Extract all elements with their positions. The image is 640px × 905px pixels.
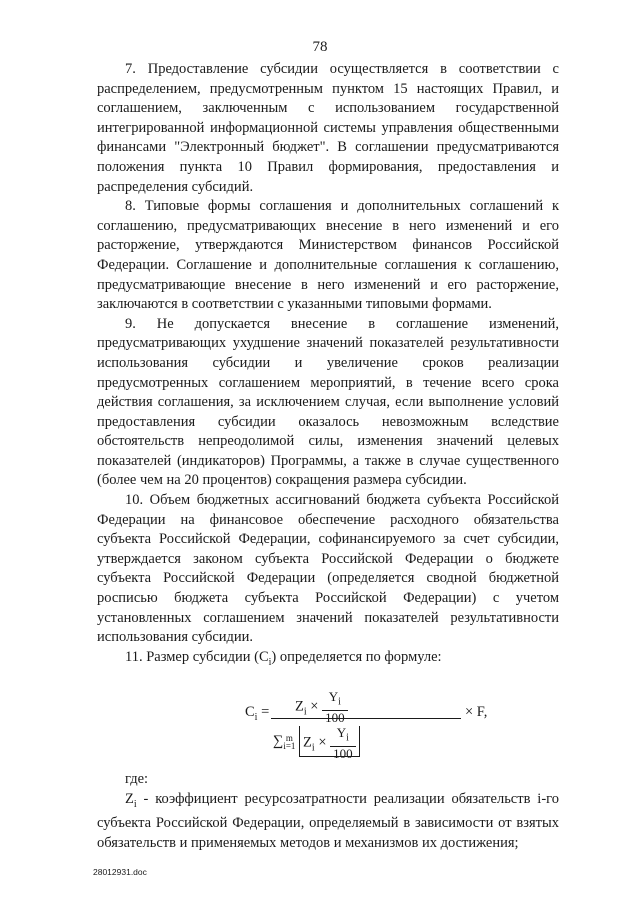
sum-bracket: $Z_i$ × $\frac{Y_i}{100}$ bbox=[299, 726, 360, 757]
sum-limits: m i=1 bbox=[283, 732, 296, 751]
where-label: где: bbox=[125, 771, 149, 788]
paragraph-7: 7. Предоставление субсидии осуществляется в соответствии с распределением, предусмотренным пунктом 15 настоящих Правил, и соглашением, заключенным с использованием государственной интегрированной информационной системы управления общественными финансами "Электронный бюджет". В соглашении предусматриваются положения пункта 10 Правил формирования, предоставления и распределения субсидий. bbox=[97, 61, 559, 195]
zi-definition: $Z_i$ - коэффициент ресурсозатратности реализации обязательств i-го субъекта Российской Федерации, определяемый в зависимости от взятых обязательств и применяемых методов и механизмов их достижения; bbox=[97, 790, 559, 851]
footer-doc-code: 28012931.doc bbox=[93, 867, 147, 877]
p11-suffix: ) определяется по формуле: bbox=[271, 648, 442, 665]
subsidy-formula bbox=[97, 676, 559, 760]
p11-sub: i bbox=[268, 656, 272, 668]
document-body bbox=[97, 60, 559, 854]
p11-prefix: 11. Размер субсидии (C bbox=[125, 648, 269, 665]
paragraph-9: 9. Не допускается внесение в соглашение изменений, предусматривающих ухудшение значений показателей результативности использования субсидии и увеличение сроков реализации предусмотренных соглашением мероприятий, в течение всего срока действия соглашения, за исключением случая, если выполнение условий предоставления субсидии оказалось невозможным вследствие обстоятельств непреодолимой силы, изменения значений целевых показателей (индикаторов) Программы, а также в случае существенного (более чем на 20 процентов) сокращения размера субсидии. bbox=[97, 315, 559, 489]
formula-tail: × F, bbox=[465, 704, 488, 721]
formula-numerator: $Z_i$ × $\frac{Y_i}{100}$ bbox=[295, 690, 348, 725]
paragraph-8: 8. Типовые формы соглашения и дополнительных соглашений к соглашению, предусматривающих внесение в него изменений и его расторжение, утверждаются Министерством финансов Российской Федерации. Соглашение и дополнительные соглашения к соглашению, предусматривающие внесение в него изменений и его расторжение, заключаются в соответствии с указанными типовыми формами. bbox=[97, 198, 559, 313]
formula-lhs: $C_i$ = bbox=[245, 704, 270, 724]
y-over-100: $\frac{Y_i}{100}$ bbox=[322, 690, 348, 725]
paragraph-10: 10. Объем бюджетных ассигнований бюджета субъекта Российской Федерации на финансовое обеспечение расходного обязательства субъекта Российской Федерации, софинансируемого за счет субсидии, утверждается законом субъекта Российской Федерации о бюджете субъекта Российской Федерации (определяется сводной бюджетной росписью бюджета субъекта Российской Федерации) с учетом установленных соглашением значений показателей результативности использования субсидии. bbox=[97, 492, 559, 646]
fraction-bar bbox=[271, 718, 461, 719]
page-number: 78 bbox=[312, 39, 328, 55]
formula-denominator: ∑ m i=1 $Z_i$ × $\frac{Y_i}{100}$ bbox=[273, 726, 360, 757]
paragraph-11 bbox=[97, 648, 559, 672]
